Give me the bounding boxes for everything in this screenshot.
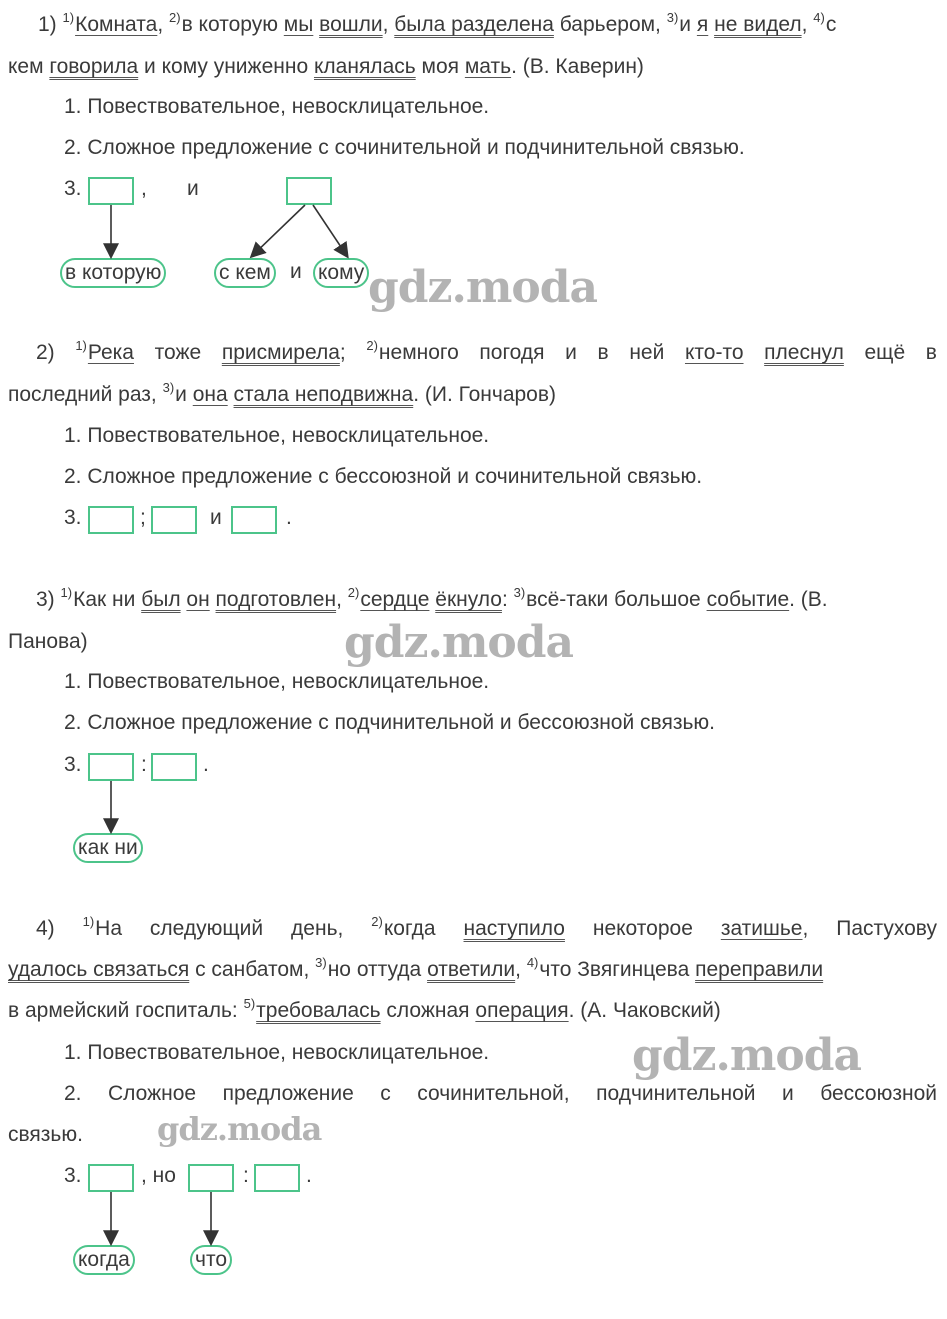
- ex4-dot: .: [306, 1164, 312, 1187]
- ex1-pill-komu: кому: [313, 258, 369, 288]
- ex2-point1: 1. Повествовательное, невосклицательное.: [64, 424, 490, 447]
- watermark-2: gdz.moda: [344, 617, 574, 668]
- ex2-line1: 2) $^{1)}$Река тоже присмирела; $^{2)}$немного погодя и в ней кто-то плеснул ещё в: [36, 338, 937, 364]
- watermark-1: gdz.moda: [368, 262, 598, 313]
- ex4-point2b: связью.: [8, 1123, 83, 1146]
- ex4-point3: 3.: [64, 1164, 82, 1187]
- ex1-point3: 3.: [64, 177, 82, 200]
- ex3-point3: 3.: [64, 753, 82, 776]
- watermark-4: gdz.moda: [157, 1110, 322, 1148]
- ex1-and: и: [187, 177, 199, 200]
- ex4-colon: :: [243, 1164, 249, 1187]
- ex4-line2: удалось связаться с санбатом, $^{3)}$но оттуда ответили, $^{4)}$что Звягинцева переправили: [8, 955, 824, 981]
- ex1-point1: 1. Повествовательное, невосклицательное.: [64, 95, 490, 118]
- ex2-point2: 2. Сложное предложение с бессоюзной и сочинительной связью.: [64, 465, 703, 488]
- ex1-line2: кем говорила и кому униженно кланялась моя мать. (В. Каверин): [8, 55, 644, 78]
- ex2-semicolon: ;: [140, 506, 146, 529]
- ex4-line1: 4) $^{1)}$На следующий день, $^{2)}$когда наступило некоторое затишье, Пастухову: [36, 914, 937, 940]
- ex1-comma: ,: [141, 177, 147, 200]
- ex1-pill-v-kotoruyu: в которую: [60, 258, 166, 288]
- ex1-pill-s-kem: с кем: [214, 258, 276, 288]
- ex4-line3: в армейский госпиталь: $^{5)}$требовалась сложная операция. (А. Чаковский): [8, 996, 721, 1022]
- ex4-but: , но: [141, 1164, 176, 1187]
- ex3-point2: 2. Сложное предложение с подчинительной и бессоюзной связью.: [64, 711, 715, 734]
- watermark-3: gdz.moda: [632, 1030, 862, 1081]
- ex3-pill-kak-ni: как ни: [73, 833, 143, 863]
- ex4-pill-kogda: когда: [73, 1245, 135, 1275]
- ex4-pill-chto: что: [190, 1245, 232, 1275]
- ex4-point1: 1. Повествовательное, невосклицательное.: [64, 1041, 490, 1064]
- ex1-mid-and: и: [290, 260, 302, 283]
- ex3-line1: 3) $^{1)}$Как ни был он подготовлен, $^{2)}$сердце ёкнуло: $^{3)}$всё-таки большое событие. (В.: [36, 585, 828, 611]
- ex3-line2: Панова): [8, 630, 88, 653]
- ex2-line2: последний раз, $^{3)}$и она стала неподвижна. (И. Гончаров): [8, 380, 557, 406]
- ex2-dot: .: [286, 506, 292, 529]
- ex1-arrow-2: [252, 205, 305, 256]
- ex1-arrow-3: [313, 205, 347, 256]
- ex2-point3: 3.: [64, 506, 82, 529]
- ex1-line1: 1) $^{1)}$Комната, $^{2)}$в которую мы вошли, была разделена барьером, $^{3)}$и я не видел, $^{4)}$с: [38, 10, 837, 36]
- ex2-and: и: [210, 506, 222, 529]
- ex3-colon: :: [141, 753, 147, 776]
- ex4-point2a: 2. Сложное предложение с сочинительной, подчинительной и бессоюзной: [64, 1082, 937, 1105]
- ex3-point1: 1. Повествовательное, невосклицательное.: [64, 670, 490, 693]
- ex1-point2: 2. Сложное предложение с сочинительной и подчинительной связью.: [64, 136, 745, 159]
- ex3-dot: .: [203, 753, 209, 776]
